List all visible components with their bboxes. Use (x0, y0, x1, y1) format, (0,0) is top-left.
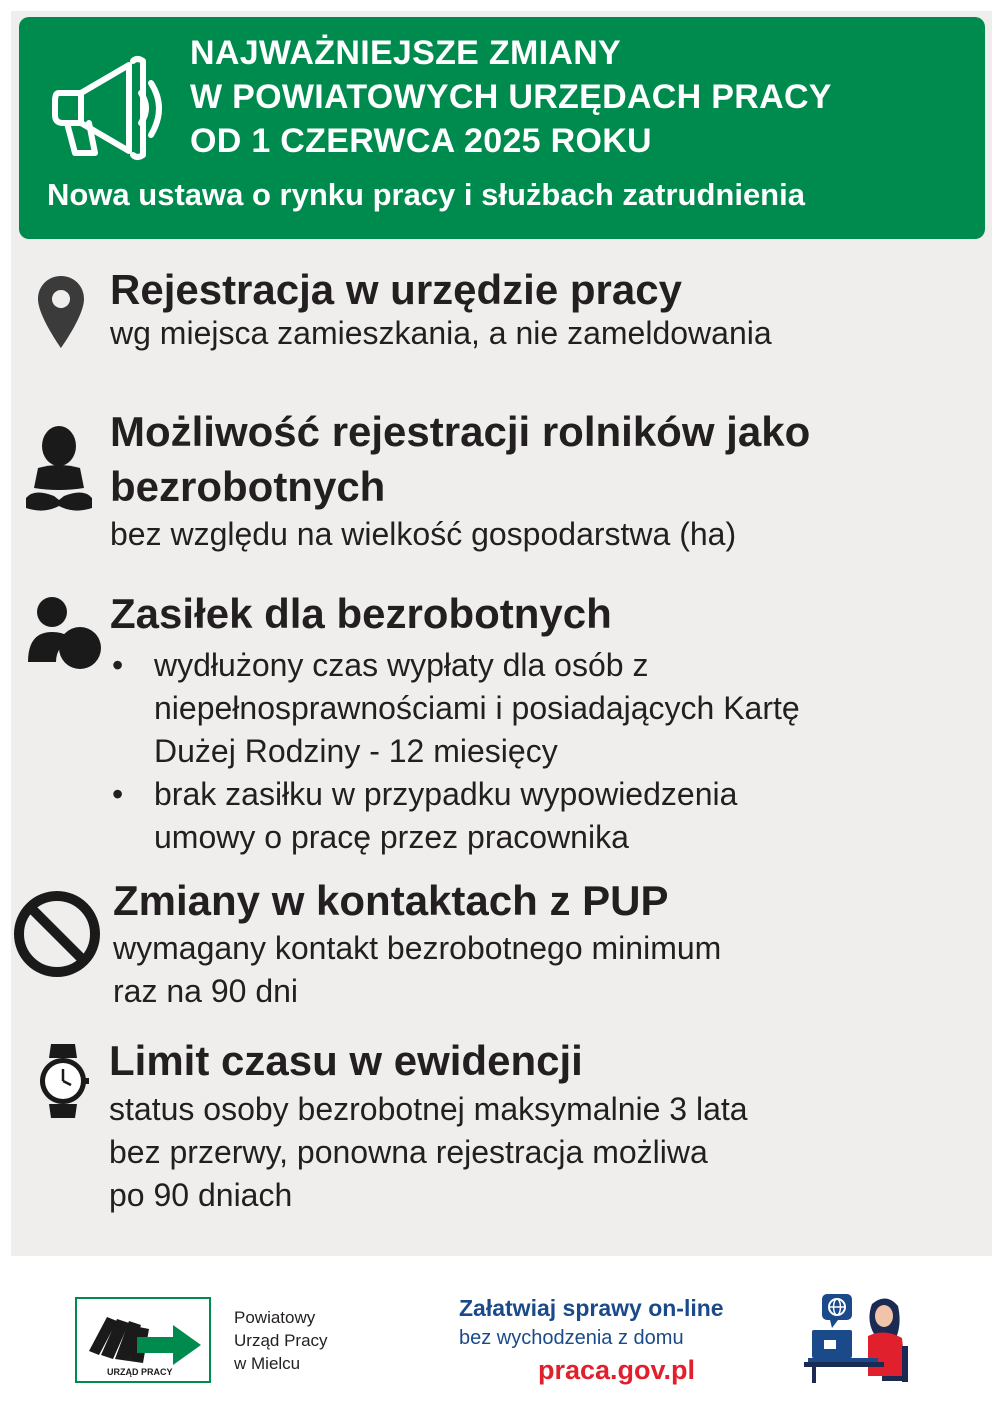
office-logo (75, 1297, 211, 1383)
list-item-line: • brak zasiłku w przypadku wypowiedzenia (154, 776, 738, 812)
section-text: wg miejsca zamieszkania, a nie zameldowania (110, 315, 772, 351)
section-text: wymagany kontakt bezrobotnego minimum (113, 930, 722, 966)
title-line: OD 1 CZERWCA 2025 ROKU (190, 122, 652, 160)
website-link[interactable]: praca.gov.pl (538, 1355, 696, 1385)
section-title: Zasiłek dla bezrobotnych (110, 590, 612, 637)
logo-text: URZĄD PRACY (107, 1367, 173, 1377)
online-services-title: Załatwiaj sprawy on-line (459, 1295, 724, 1321)
list-item-line: niepełnosprawnościami i posiadających Kartę (154, 690, 800, 726)
people-icon (26, 596, 102, 670)
prohibited-icon (13, 890, 101, 978)
section-text: bez przerwy, ponowna rejestracja możliwa (109, 1134, 708, 1170)
list-item-line: umowy o pracę przez pracownika (154, 819, 629, 855)
section-text: po 90 dniach (109, 1177, 293, 1213)
section-title: Możliwość rejestracji rolników jako (110, 408, 811, 455)
office-name-line: Powiatowy (234, 1308, 316, 1327)
office-name-line: Urząd Pracy (234, 1331, 328, 1350)
list-item (110, 644, 800, 773)
section-text: bez względu na wielkość gospodarstwa (ha) (110, 516, 737, 552)
office-name (234, 1306, 328, 1375)
section-title: Limit czasu w ewidencji (109, 1037, 583, 1084)
benefits-list (110, 644, 800, 859)
wristwatch-icon (37, 1042, 89, 1120)
section-title: Zmiany w kontaktach z PUP (113, 877, 669, 924)
location-pin-icon (38, 276, 84, 348)
list-item-line: Dużej Rodziny - 12 miesięcy (154, 733, 558, 769)
header-banner (19, 17, 985, 239)
megaphone-icon (51, 53, 173, 161)
person-at-laptop-icon (802, 1290, 920, 1385)
section-title: Rejestracja w urzędzie pracy (110, 266, 682, 313)
section-title: bezrobotnych (110, 463, 386, 510)
online-services-subtitle: bez wychodzenia z domu (459, 1327, 684, 1349)
section-text: raz na 90 dni (113, 973, 299, 1009)
documents-arrow-icon (77, 1299, 209, 1381)
list-item-line: • wydłużony czas wypłaty dla osób z (154, 647, 649, 683)
page-title (190, 31, 832, 163)
page-subtitle: Nowa ustawa o rynku pracy i służbach zatrudnienia (47, 177, 805, 212)
section-text: status osoby bezrobotnej maksymalnie 3 lata (109, 1091, 748, 1127)
farmer-icon (24, 426, 94, 516)
title-line: NAJWAŻNIEJSZE ZMIANY (190, 34, 622, 72)
title-line: W POWIATOWYCH URZĘDACH PRACY (190, 78, 832, 116)
list-item (110, 773, 800, 859)
office-name-line: w Mielcu (234, 1354, 301, 1373)
